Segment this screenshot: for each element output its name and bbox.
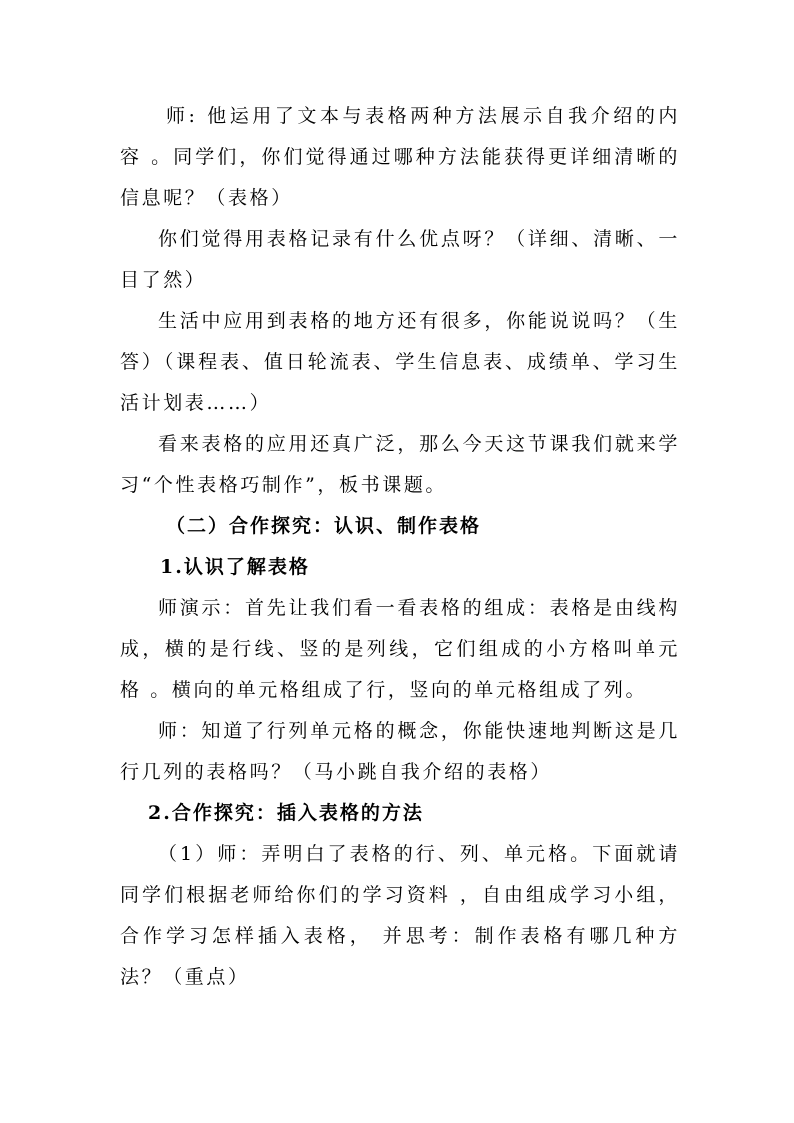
subheading-insert-table-methods: 2.合作探究：插入表格的方法 — [148, 802, 424, 824]
paragraph-table-advantages: 你们觉得用表格记录有什么优点呀？（详细、清晰、一目了然） — [120, 228, 680, 291]
paragraph-rows-columns-question: 师：知道了行列单元格的概念，你能快速地判断这是几行几列的表格吗？（马小跳自我介绍的表格） — [120, 720, 680, 783]
paragraph-teacher-intro: 师: 他运用了文本与表格两种方法展示自我介绍的内容 。同学们，你们觉得通过哪种方法能获得更详细清晰的信息呢？（表格） — [120, 105, 680, 209]
paragraph-table-uses: 生活中应用到表格的地方还有很多，你能说说吗？（生答）（课程表、值日轮流表、学生信息表、成绩单、学习生活计划表……） — [120, 310, 680, 414]
section-heading-cooperative-inquiry: （二）合作探究：认识、制作表格 — [166, 515, 482, 537]
document-body — [120, 96, 680, 998]
paragraph-table-composition: 师演示：首先让我们看一看表格的组成：表格是由线构成，横的是行线、竖的是列线，它们组成的小方格叫单元格 。横向的单元格组成了行，竖向的单元格组成了列。 — [120, 597, 680, 701]
subheading-understand-tables: 1.认识了解表格 — [160, 556, 310, 578]
paragraph-group-study: （1）师：弄明白了表格的行、列、单元格。下面就请同学们根据老师给你们的学习资料 ，自由组成学习小组，合作学习怎样插入表格， 并思考：制作表格有哪几种方法？（重点） — [120, 843, 680, 988]
paragraph-lesson-topic: 看来表格的应用还真广泛，那么今天这节课我们就来学习“个性表格巧制作”，板书课题。 — [120, 433, 680, 496]
